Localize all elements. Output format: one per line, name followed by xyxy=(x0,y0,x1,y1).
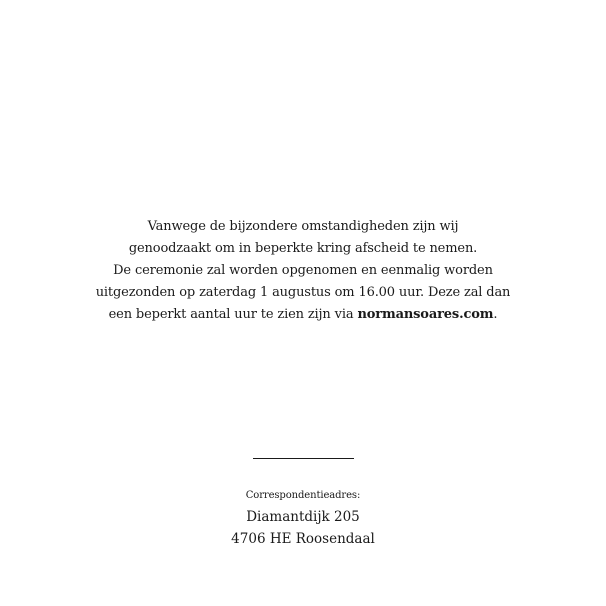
address-city: 4706 HE Roosendaal xyxy=(231,531,375,547)
website-link[interactable]: normansoares.com xyxy=(357,307,494,322)
message-line-3: De ceremonie zal worden opgenomen en eenmalig worden xyxy=(113,263,493,278)
address-street: Diamantdijk 205 xyxy=(246,509,360,525)
message-line-5-end: . xyxy=(493,307,498,322)
message-line-1: Vanwege de bijzondere omstandigheden zijn wij xyxy=(147,219,459,234)
message-line-5 xyxy=(0,304,606,326)
message-line-4: uitgezonden op zaterdag 1 augustus om 16.00 uur. Deze zal dan xyxy=(95,285,511,300)
message-line-5-text: een beperkt aantal uur te zien zijn via xyxy=(108,307,358,322)
ceremony-message xyxy=(0,216,606,326)
correspondence-address xyxy=(0,488,606,550)
divider-line xyxy=(253,458,354,459)
address-label: Correspondentieadres: xyxy=(245,490,361,501)
message-line-2: genoodzaakt om in beperkte kring afscheid te nemen. xyxy=(128,241,478,256)
